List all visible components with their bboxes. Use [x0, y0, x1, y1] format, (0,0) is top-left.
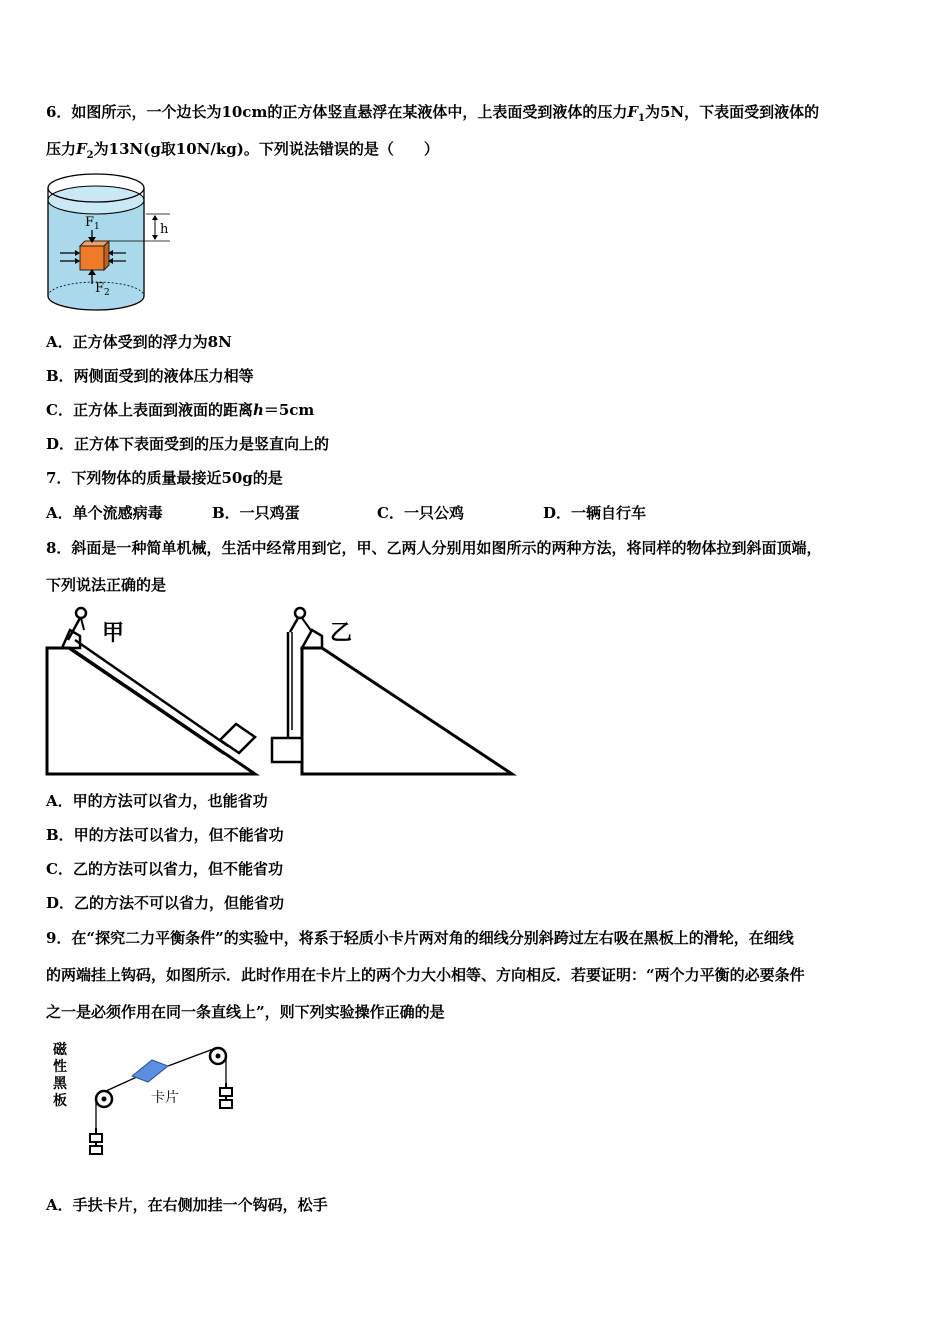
q8-option-c[interactable]: C．乙的方法可以省力，但不能省功 — [46, 860, 283, 878]
q6-option-d[interactable]: D．正方体下表面受到的压力是竖直向上的 — [46, 435, 330, 453]
q6-label-f1: $F_1$ — [85, 215, 100, 232]
q9-left-weights — [90, 1128, 102, 1154]
q9-stem-line-3: 之一是必须作用在同一条直线上”，则下列实验操作正确的是 — [46, 1003, 445, 1021]
q6-stem-line-2: 压力$F_2$为13N(g取10N/kg)。下列说法错误的是（ ） — [46, 140, 439, 161]
q6-option-b[interactable]: B．两侧面受到的液体压力相等 — [46, 367, 254, 385]
q7-option-c[interactable]: C．一只公鸡 — [377, 504, 464, 522]
q6-label-f2: $F_2$ — [95, 281, 110, 298]
q9-card-label: 卡片 — [151, 1090, 179, 1106]
q8-label-yi: 乙 — [330, 621, 353, 646]
q7-option-d[interactable]: D．一辆自行车 — [543, 504, 647, 522]
q9-right-weights — [220, 1083, 232, 1108]
q9-board-char-2: 性 — [53, 1059, 67, 1075]
q8-option-b[interactable]: B．甲的方法可以省力，但不能省功 — [46, 826, 284, 844]
q9-board-char-4: 板 — [53, 1093, 67, 1109]
q6-option-c[interactable]: C．正方体上表面到液面的距离h＝5cm — [46, 401, 315, 419]
q6-option-a[interactable]: A．正方体受到的浮力为8N — [46, 333, 232, 351]
q6-cylinder-figure — [40, 168, 180, 320]
q9-option-a[interactable]: A．手扶卡片，在右侧加挂一个钩码，松手 — [46, 1196, 328, 1214]
q8-option-a[interactable]: A．甲的方法可以省力，也能省功 — [46, 792, 268, 810]
q9-card — [132, 1060, 168, 1082]
q9-balance-figure — [44, 1036, 254, 1162]
q8-stem-line-2: 下列说法正确的是 — [46, 576, 167, 594]
q9-stem-line-1: 9．在“探究二力平衡条件”的实验中，将系于轻质小卡片两对角的细线分别斜跨过左右吸在黑板上的滑轮，在细线 — [46, 929, 794, 947]
q9-board-char-3: 黑 — [53, 1076, 67, 1092]
q6-label-h: h — [160, 222, 169, 237]
q7-stem: 7．下列物体的质量最接近50g的是 — [46, 469, 283, 487]
q9-stem-line-2: 的两端挂上钩码，如图所示．此时作用在卡片上的两个力大小相等、方向相反．若要证明：“两个力平衡的必要条件 — [46, 966, 805, 984]
q8-label-jia: 甲 — [102, 621, 125, 646]
q9-board-char-1: 磁 — [53, 1042, 67, 1058]
q8-stem-line-1: 8．斜面是一种简单机械，生活中经常用到它，甲、乙两人分别用如图所示的两种方法，将同样的物体拉到斜面顶端， — [46, 539, 822, 557]
q7-option-a[interactable]: A．单个流感病毒 — [46, 504, 163, 522]
q7-option-b[interactable]: B．一只鸡蛋 — [212, 504, 300, 522]
q8-option-d[interactable]: D．乙的方法不可以省力，但能省功 — [46, 894, 285, 912]
q8-incline-jia — [47, 608, 255, 774]
q8-incline-yi — [272, 608, 512, 774]
q6-stem-line-1: 6．如图所示，一个边长为10cm的正方体竖直悬浮在某液体中，上表面受到液体的压力$F_1$为5N，下表面受到液体的 — [46, 103, 820, 124]
q8-incline-figure — [40, 600, 520, 780]
